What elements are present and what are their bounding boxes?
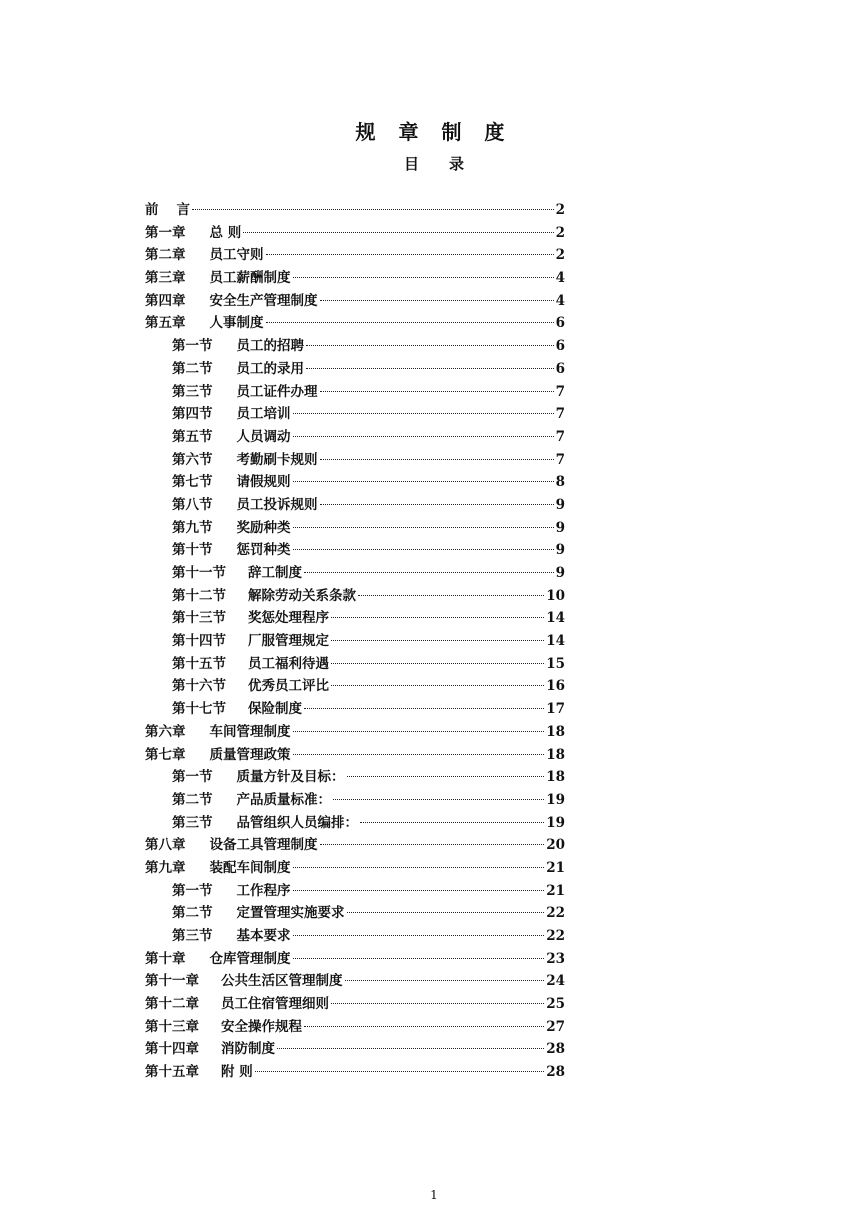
toc-entry-page: 17 — [546, 701, 565, 718]
toc-entry-number: 第十三节 — [172, 610, 226, 627]
toc-entry-title: 工作程序 — [236, 882, 291, 899]
toc-entry-page: 16 — [546, 678, 565, 695]
toc-entry-number: 第十二章 — [145, 996, 199, 1013]
toc-dot-leader — [293, 754, 545, 755]
toc-entry-title: 附 则 — [221, 1064, 253, 1081]
toc-dot-leader — [360, 822, 544, 823]
toc-entry-page: 7 — [555, 406, 565, 423]
toc-entry-page: 24 — [546, 973, 565, 990]
toc-entry-title: 请假规则 — [236, 474, 291, 491]
toc-dot-leader — [306, 368, 554, 369]
toc-entry[interactable] — [145, 198, 565, 221]
toc-entry-page: 14 — [546, 633, 565, 650]
toc-entry-title: 产品质量标准： — [236, 791, 331, 808]
toc-entry-page: 6 — [555, 315, 565, 332]
toc-entry[interactable] — [145, 1015, 565, 1038]
toc-entry[interactable] — [145, 969, 565, 992]
toc-entry-page: 2 — [555, 247, 565, 264]
toc-entry-title: 辞工制度 — [248, 565, 302, 581]
toc-entry[interactable] — [145, 629, 565, 652]
toc-entry-number: 第六节 — [172, 451, 213, 468]
toc-entry-number: 第十三章 — [145, 1018, 199, 1035]
toc-entry-title: 员工的录用 — [236, 360, 304, 377]
toc-entry-title: 基本要求 — [236, 928, 291, 944]
toc-entry[interactable] — [145, 516, 565, 539]
toc-entry-title: 公共生活区管理制度 — [221, 973, 343, 990]
toc-heading-left: 目 — [403, 155, 419, 173]
toc-entry-number: 第三节 — [172, 814, 213, 831]
toc-entry-title: 解除劳动关系条款 — [248, 587, 356, 604]
toc-entry-title: 人事制度 — [209, 315, 264, 332]
toc-entry-number: 第一节 — [172, 338, 213, 355]
toc-entry[interactable] — [145, 311, 565, 334]
toc-entry-title: 惩罚种类 — [236, 542, 291, 559]
toc-entry-title: 定置管理实施要求 — [236, 905, 345, 922]
toc-entry-page: 25 — [546, 996, 565, 1013]
toc-entry[interactable] — [145, 425, 565, 448]
toc-dot-leader — [331, 640, 544, 641]
toc-entry[interactable] — [145, 765, 565, 788]
document-title: 规 章 制 度 — [355, 120, 513, 144]
toc-entry-page: 21 — [546, 882, 565, 899]
toc-entry-title: 奖励种类 — [236, 519, 291, 536]
toc-entry-page: 22 — [546, 905, 565, 922]
toc-entry-page: 8 — [555, 474, 565, 491]
toc-dot-leader — [320, 844, 545, 845]
toc-entry-number: 第三章 — [145, 270, 186, 287]
toc-entry-title: 员工的招聘 — [236, 338, 304, 355]
toc-heading — [0, 153, 868, 174]
toc-dot-leader — [293, 935, 545, 936]
toc-entry-title: 仓库管理制度 — [209, 950, 291, 967]
toc-entry-number: 第八章 — [145, 837, 186, 854]
toc-dot-leader — [331, 685, 544, 686]
toc-entry[interactable] — [145, 243, 565, 266]
toc-dot-leader — [320, 391, 554, 392]
toc-entry-number: 第十五章 — [145, 1064, 199, 1081]
toc-entry[interactable] — [145, 1060, 565, 1083]
toc-entry-number: 第十五节 — [172, 655, 226, 672]
toc-heading-right: 录 — [449, 155, 465, 173]
toc-entry-number: 第三节 — [172, 928, 213, 944]
toc-entry-page: 18 — [546, 723, 565, 740]
toc-entry-number: 第二章 — [145, 247, 186, 264]
toc-entry-title: 优秀员工评比 — [248, 678, 329, 695]
toc-entry-title: 总 则 — [209, 224, 242, 241]
toc-dot-leader — [293, 958, 545, 959]
toc-dot-leader — [266, 322, 554, 323]
toc-entry[interactable] — [145, 606, 565, 629]
toc-entry-number: 第三节 — [172, 383, 213, 400]
toc-entry-number: 第五节 — [172, 428, 213, 445]
toc-entry[interactable] — [145, 674, 565, 697]
toc-entry[interactable] — [145, 289, 565, 312]
toc-entry[interactable] — [145, 380, 565, 403]
toc-dot-leader — [347, 776, 545, 777]
toc-entry-page: 9 — [555, 496, 565, 513]
toc-entry-number: 第六章 — [145, 723, 186, 740]
toc-entry[interactable] — [145, 856, 565, 879]
toc-dot-leader — [331, 663, 544, 664]
toc-entry-title: 员工证件办理 — [236, 383, 318, 400]
toc-entry[interactable] — [145, 470, 565, 493]
toc-dot-leader — [306, 345, 554, 346]
toc-entry[interactable] — [145, 924, 565, 947]
toc-dot-leader — [277, 1048, 544, 1049]
toc-entry-title: 员工薪酬制度 — [209, 270, 291, 287]
toc-dot-leader — [255, 1071, 545, 1072]
page-number: 1 — [430, 1188, 438, 1202]
toc-entry-title: 员工守则 — [209, 247, 264, 264]
toc-entry-title: 品管组织人员编排： — [236, 814, 358, 831]
toc-entry[interactable] — [145, 402, 565, 425]
toc-dot-leader — [304, 572, 554, 573]
toc-dot-leader — [293, 731, 545, 732]
toc-entry-number: 第十一节 — [172, 565, 226, 581]
toc-entry-title: 车间管理制度 — [209, 723, 291, 740]
toc-entry-page: 15 — [546, 655, 565, 672]
toc-entry[interactable] — [145, 992, 565, 1015]
toc-dot-leader — [331, 1003, 544, 1004]
toc-entry-title: 言 — [176, 202, 190, 218]
toc-entry-page: 21 — [546, 859, 565, 876]
toc-entry-page: 18 — [546, 746, 565, 763]
toc-dot-leader — [358, 595, 544, 596]
toc-entry-page: 14 — [546, 610, 565, 627]
toc-entry-page: 19 — [546, 791, 565, 808]
toc-entry[interactable] — [145, 879, 565, 902]
toc-entry-number: 第一节 — [172, 769, 213, 786]
toc-entry-title: 设备工具管理制度 — [209, 837, 318, 854]
toc-entry-number: 第七节 — [172, 474, 213, 491]
toc-entry-page: 6 — [555, 338, 565, 355]
toc-entry-page: 9 — [555, 519, 565, 536]
toc-entry[interactable] — [145, 743, 565, 766]
table-of-contents — [145, 198, 565, 1083]
toc-entry[interactable] — [145, 334, 565, 357]
toc-entry-page: 7 — [555, 383, 565, 400]
toc-entry-number: 第十四章 — [145, 1041, 199, 1058]
toc-entry-title: 员工培训 — [236, 406, 291, 423]
toc-entry-page: 20 — [546, 837, 565, 854]
toc-entry-title: 装配车间制度 — [209, 859, 291, 876]
toc-entry-number: 前 — [145, 202, 159, 218]
toc-dot-leader — [293, 549, 554, 550]
toc-entry-title: 安全生产管理制度 — [209, 292, 318, 309]
toc-entry-number: 第二节 — [172, 905, 213, 922]
toc-entry-number: 第二节 — [172, 791, 213, 808]
toc-entry-title: 员工投诉规则 — [236, 496, 318, 513]
toc-entry[interactable] — [145, 561, 565, 584]
toc-entry-title: 奖惩处理程序 — [248, 610, 329, 627]
toc-entry-page: 2 — [555, 202, 565, 218]
toc-entry-page: 18 — [546, 769, 565, 786]
toc-dot-leader — [304, 1026, 544, 1027]
toc-entry-number: 第十节 — [172, 542, 213, 559]
toc-dot-leader — [293, 867, 545, 868]
toc-dot-leader — [293, 481, 554, 482]
toc-entry[interactable] — [145, 652, 565, 675]
toc-entry[interactable] — [145, 833, 565, 856]
toc-entry-page: 9 — [555, 565, 565, 581]
toc-entry-number: 第九节 — [172, 519, 213, 536]
toc-entry-page: 23 — [546, 950, 565, 967]
toc-entry-number: 第四节 — [172, 406, 213, 423]
toc-dot-leader — [331, 617, 544, 618]
toc-entry[interactable] — [145, 584, 565, 607]
toc-entry-number: 第八节 — [172, 496, 213, 513]
toc-entry-number: 第十章 — [145, 950, 186, 967]
toc-entry-page: 19 — [546, 814, 565, 831]
toc-entry[interactable] — [145, 901, 565, 924]
toc-entry-page: 9 — [555, 542, 565, 559]
toc-entry-page: 28 — [546, 1064, 565, 1081]
toc-entry-title: 考勤刷卡规则 — [236, 451, 318, 468]
toc-entry-title: 消防制度 — [221, 1041, 275, 1058]
toc-entry[interactable] — [145, 788, 565, 811]
toc-entry-number: 第十四节 — [172, 633, 226, 650]
toc-dot-leader — [320, 300, 554, 301]
toc-dot-leader — [293, 413, 554, 414]
toc-entry-number: 第十二节 — [172, 587, 226, 604]
toc-entry-number: 第五章 — [145, 315, 186, 332]
toc-entry[interactable] — [145, 221, 565, 244]
toc-entry[interactable] — [145, 1037, 565, 1060]
toc-entry-number: 第十六节 — [172, 678, 226, 695]
toc-entry[interactable] — [145, 448, 565, 471]
toc-dot-leader — [347, 912, 545, 913]
toc-dot-leader — [304, 708, 544, 709]
toc-entry-number: 第二节 — [172, 360, 213, 377]
toc-entry[interactable] — [145, 357, 565, 380]
toc-entry-title: 保险制度 — [248, 701, 302, 718]
toc-entry-page: 6 — [555, 360, 565, 377]
toc-entry-number: 第一节 — [172, 882, 213, 899]
toc-entry[interactable] — [145, 697, 565, 720]
toc-dot-leader — [293, 890, 545, 891]
toc-entry-number: 第十七节 — [172, 701, 226, 718]
toc-entry-page: 10 — [546, 587, 565, 604]
toc-entry[interactable] — [145, 811, 565, 834]
toc-entry-number: 第一章 — [145, 224, 186, 241]
toc-entry[interactable] — [145, 538, 565, 561]
toc-entry-title: 员工福利待遇 — [248, 655, 329, 672]
toc-dot-leader — [243, 232, 553, 233]
toc-entry-page: 22 — [546, 928, 565, 944]
toc-entry[interactable] — [145, 947, 565, 970]
toc-entry-page: 7 — [555, 451, 565, 468]
toc-dot-leader — [266, 254, 554, 255]
toc-dot-leader — [320, 504, 554, 505]
toc-entry-number: 第四章 — [145, 292, 186, 309]
toc-dot-leader — [293, 436, 554, 437]
toc-entry-page: 28 — [546, 1041, 565, 1058]
toc-entry-title: 厂服管理规定 — [248, 633, 329, 650]
toc-dot-leader — [293, 527, 554, 528]
toc-entry-page: 2 — [555, 224, 565, 241]
toc-dot-leader — [345, 980, 545, 981]
toc-entry-page: 27 — [546, 1018, 565, 1035]
toc-entry-title: 质量管理政策 — [209, 746, 291, 763]
toc-entry-page: 4 — [555, 270, 565, 287]
toc-entry-page: 7 — [555, 428, 565, 445]
toc-entry-number: 第七章 — [145, 746, 186, 763]
toc-entry-number: 第十一章 — [145, 973, 199, 990]
toc-entry-title: 人员调动 — [236, 428, 291, 445]
toc-entry[interactable] — [145, 720, 565, 743]
toc-entry-number: 第九章 — [145, 859, 186, 876]
toc-entry-page: 4 — [555, 292, 565, 309]
toc-dot-leader — [320, 459, 554, 460]
toc-entry[interactable] — [145, 493, 565, 516]
toc-dot-leader — [192, 209, 554, 210]
toc-entry-title: 质量方针及目标： — [236, 769, 345, 786]
toc-entry[interactable] — [145, 266, 565, 289]
toc-dot-leader — [333, 799, 544, 800]
toc-dot-leader — [293, 277, 554, 278]
toc-entry-title: 安全操作规程 — [221, 1018, 302, 1035]
toc-entry-title: 员工住宿管理细则 — [221, 996, 329, 1013]
